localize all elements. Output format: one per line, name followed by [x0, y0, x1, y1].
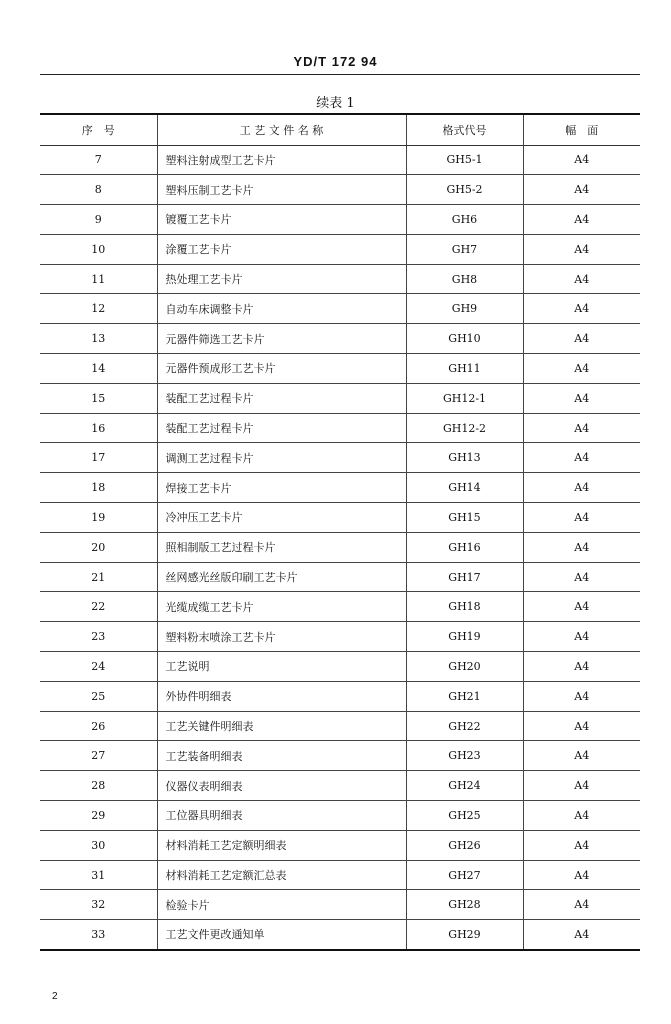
standard-code-header: YD/T 172 94 — [293, 54, 378, 69]
paper-size-cell: A4 — [523, 801, 640, 831]
format-code-cell: GH8 — [406, 264, 523, 294]
document-name-cell: 塑料注射成型工艺卡片 — [157, 145, 406, 175]
table-row — [40, 681, 640, 711]
format-code-cell: GH13 — [406, 443, 523, 473]
row-number-cell: 20 — [40, 532, 157, 562]
row-number-cell: 25 — [40, 681, 157, 711]
format-code-cell: GH12-1 — [406, 383, 523, 413]
table-row — [40, 711, 640, 741]
paper-size-cell: A4 — [523, 622, 640, 652]
table-row — [40, 771, 640, 801]
table-row — [40, 473, 640, 503]
paper-size-cell: A4 — [523, 473, 640, 503]
document-name-cell: 自动车床调整卡片 — [157, 294, 406, 324]
row-number-cell: 31 — [40, 860, 157, 890]
column-header-format-code: 格式代号 — [406, 114, 523, 145]
row-number-cell: 21 — [40, 562, 157, 592]
table-row — [40, 145, 640, 175]
row-number-cell: 22 — [40, 592, 157, 622]
row-number-cell: 13 — [40, 324, 157, 354]
table-row — [40, 532, 640, 562]
table-row — [40, 264, 640, 294]
column-header-name: 工 艺 文 件 名 称 — [157, 114, 406, 145]
paper-size-cell: A4 — [523, 532, 640, 562]
row-number-cell: 12 — [40, 294, 157, 324]
format-code-cell: GH18 — [406, 592, 523, 622]
table-row — [40, 890, 640, 920]
table-row — [40, 562, 640, 592]
row-number-cell: 16 — [40, 413, 157, 443]
document-name-cell: 仪器仪表明细表 — [157, 771, 406, 801]
paper-size-cell: A4 — [523, 503, 640, 533]
format-code-cell: GH14 — [406, 473, 523, 503]
format-code-cell: GH29 — [406, 920, 523, 950]
row-number-cell: 8 — [40, 175, 157, 205]
row-number-cell: 11 — [40, 264, 157, 294]
document-name-cell: 丝网感光丝版印刷工艺卡片 — [157, 562, 406, 592]
document-name-cell: 工艺说明 — [157, 652, 406, 682]
column-header-number: 序 号 — [40, 114, 157, 145]
row-number-cell: 18 — [40, 473, 157, 503]
header-rule — [40, 74, 640, 75]
row-number-cell: 28 — [40, 771, 157, 801]
table-row — [40, 741, 640, 771]
row-number-cell: 14 — [40, 354, 157, 384]
table-row — [40, 652, 640, 682]
paper-size-cell: A4 — [523, 234, 640, 264]
format-code-cell: GH27 — [406, 860, 523, 890]
format-code-cell: GH22 — [406, 711, 523, 741]
document-name-cell: 材料消耗工艺定额汇总表 — [157, 860, 406, 890]
document-name-cell: 工艺装备明细表 — [157, 741, 406, 771]
format-code-cell: GH11 — [406, 354, 523, 384]
table-row — [40, 383, 640, 413]
paper-size-cell: A4 — [523, 324, 640, 354]
row-number-cell: 24 — [40, 652, 157, 682]
row-number-cell: 10 — [40, 234, 157, 264]
table-row — [40, 503, 640, 533]
format-code-cell: GH24 — [406, 771, 523, 801]
paper-size-cell: A4 — [523, 294, 640, 324]
table-header-row — [40, 114, 640, 145]
row-number-cell: 19 — [40, 503, 157, 533]
paper-size-cell: A4 — [523, 771, 640, 801]
document-name-cell: 工位器具明细表 — [157, 801, 406, 831]
row-number-cell: 7 — [40, 145, 157, 175]
format-code-cell: GH15 — [406, 503, 523, 533]
table-row — [40, 801, 640, 831]
row-number-cell: 33 — [40, 920, 157, 950]
format-code-cell: GH7 — [406, 234, 523, 264]
format-code-cell: GH5-1 — [406, 145, 523, 175]
column-header-paper-size: 幅 面 — [523, 114, 640, 145]
document-name-cell: 调测工艺过程卡片 — [157, 443, 406, 473]
table-row — [40, 324, 640, 354]
paper-size-cell: A4 — [523, 652, 640, 682]
paper-size-cell: A4 — [523, 741, 640, 771]
table-row — [40, 354, 640, 384]
format-code-cell: GH20 — [406, 652, 523, 682]
document-name-cell: 装配工艺过程卡片 — [157, 383, 406, 413]
format-code-cell: GH21 — [406, 681, 523, 711]
table-row — [40, 860, 640, 890]
format-code-cell: GH17 — [406, 562, 523, 592]
paper-size-cell: A4 — [523, 175, 640, 205]
format-code-cell: GH12-2 — [406, 413, 523, 443]
table-row — [40, 234, 640, 264]
document-name-cell: 材料消耗工艺定额明细表 — [157, 830, 406, 860]
format-code-cell: GH9 — [406, 294, 523, 324]
document-name-cell: 塑料粉末喷涂工艺卡片 — [157, 622, 406, 652]
document-name-cell: 外协件明细表 — [157, 681, 406, 711]
paper-size-cell: A4 — [523, 830, 640, 860]
table-caption: 续表 1 — [316, 96, 355, 111]
table-row — [40, 920, 640, 950]
row-number-cell: 15 — [40, 383, 157, 413]
paper-size-cell: A4 — [523, 711, 640, 741]
paper-size-cell: A4 — [523, 145, 640, 175]
format-code-cell: GH26 — [406, 830, 523, 860]
paper-size-cell: A4 — [523, 562, 640, 592]
table-row — [40, 413, 640, 443]
row-number-cell: 9 — [40, 205, 157, 235]
document-name-cell: 元器件筛选工艺卡片 — [157, 324, 406, 354]
row-number-cell: 23 — [40, 622, 157, 652]
document-name-cell: 焊接工艺卡片 — [157, 473, 406, 503]
format-code-cell: GH23 — [406, 741, 523, 771]
document-name-cell: 涂覆工艺卡片 — [157, 234, 406, 264]
paper-size-cell: A4 — [523, 413, 640, 443]
table-row — [40, 622, 640, 652]
table-row — [40, 205, 640, 235]
paper-size-cell: A4 — [523, 592, 640, 622]
row-number-cell: 26 — [40, 711, 157, 741]
table-row — [40, 175, 640, 205]
paper-size-cell: A4 — [523, 443, 640, 473]
document-name-cell: 工艺关键件明细表 — [157, 711, 406, 741]
document-name-cell: 检验卡片 — [157, 890, 406, 920]
table-body — [40, 145, 640, 950]
paper-size-cell: A4 — [523, 890, 640, 920]
paper-size-cell: A4 — [523, 681, 640, 711]
paper-size-cell: A4 — [523, 383, 640, 413]
format-code-cell: GH19 — [406, 622, 523, 652]
document-name-cell: 塑料压制工艺卡片 — [157, 175, 406, 205]
row-number-cell: 27 — [40, 741, 157, 771]
document-name-cell: 装配工艺过程卡片 — [157, 413, 406, 443]
paper-size-cell: A4 — [523, 205, 640, 235]
table-row — [40, 830, 640, 860]
table-row — [40, 443, 640, 473]
paper-size-cell: A4 — [523, 920, 640, 950]
document-name-cell: 元器件预成形工艺卡片 — [157, 354, 406, 384]
paper-size-cell: A4 — [523, 264, 640, 294]
row-number-cell: 29 — [40, 801, 157, 831]
table-row — [40, 592, 640, 622]
process-document-table — [40, 113, 640, 951]
row-number-cell: 30 — [40, 830, 157, 860]
document-name-cell: 工艺文件更改通知单 — [157, 920, 406, 950]
document-name-cell: 镀覆工艺卡片 — [157, 205, 406, 235]
page-number: 2 — [52, 991, 58, 1002]
row-number-cell: 32 — [40, 890, 157, 920]
format-code-cell: GH25 — [406, 801, 523, 831]
format-code-cell: GH28 — [406, 890, 523, 920]
format-code-cell: GH5-2 — [406, 175, 523, 205]
format-code-cell: GH6 — [406, 205, 523, 235]
table-row — [40, 294, 640, 324]
document-name-cell: 热处理工艺卡片 — [157, 264, 406, 294]
paper-size-cell: A4 — [523, 860, 640, 890]
paper-size-cell: A4 — [523, 354, 640, 384]
row-number-cell: 17 — [40, 443, 157, 473]
format-code-cell: GH10 — [406, 324, 523, 354]
document-name-cell: 冷冲压工艺卡片 — [157, 503, 406, 533]
format-code-cell: GH16 — [406, 532, 523, 562]
document-name-cell: 光缆成缆工艺卡片 — [157, 592, 406, 622]
document-name-cell: 照相制版工艺过程卡片 — [157, 532, 406, 562]
